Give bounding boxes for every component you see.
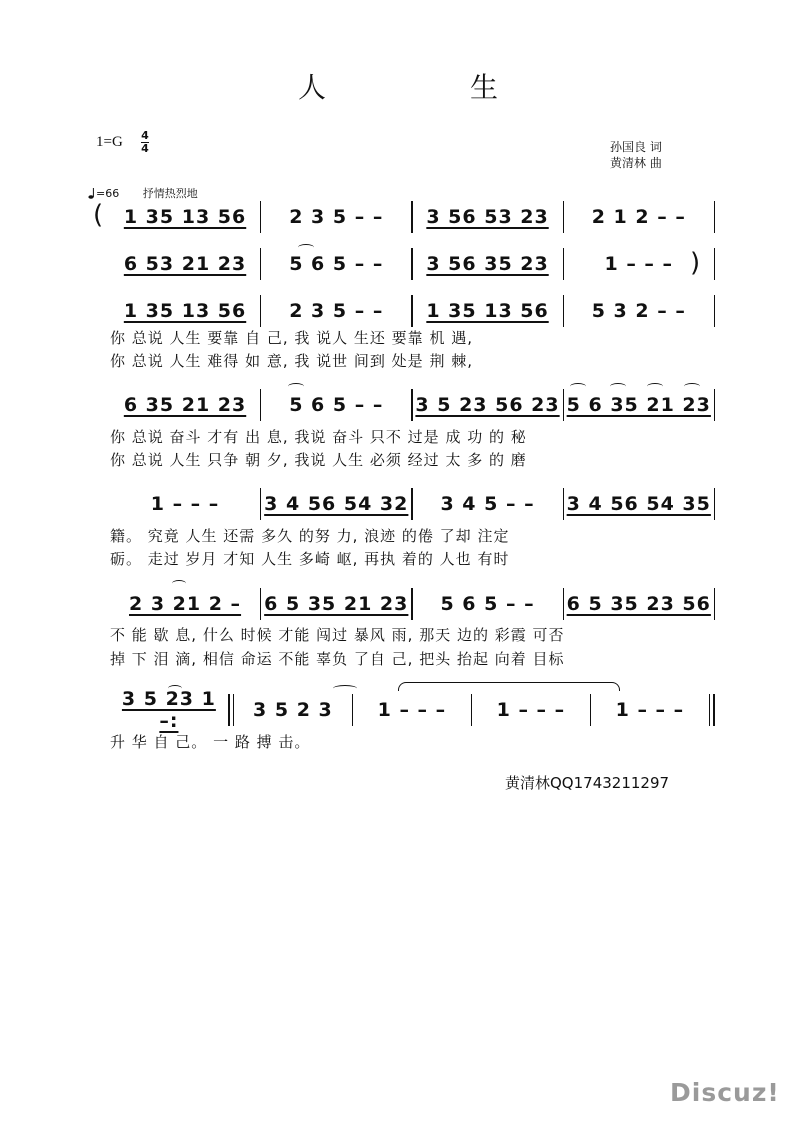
system-3: [110, 297, 715, 325]
measure: 3 56 53 23: [426, 206, 549, 228]
measure: 3 5 2 3: [253, 699, 333, 721]
measure: 5 6 35 21 23: [566, 394, 711, 416]
meter-top: 4: [141, 129, 149, 142]
measure: 5 6 5 – –: [440, 593, 535, 615]
measure: 3 5 23 1 –:: [121, 688, 216, 732]
open-repeat-paren: (: [93, 200, 104, 230]
measure: 1 – – –: [377, 699, 447, 721]
key-signature: 1=G: [96, 134, 123, 150]
system-2: [110, 250, 715, 278]
measure: 6 53 21 23: [123, 253, 247, 275]
composer-credit: 黄清林 曲: [610, 156, 662, 170]
close-repeat-paren: ): [690, 248, 701, 278]
measure: 5 3 2 – –: [591, 300, 686, 322]
expression-text: 抒情热烈地: [142, 187, 198, 200]
lyric-line: 你 总说 人生 要靠 自 己, 我 说人 生还 要靠 机 遇,: [110, 329, 473, 347]
barline: [709, 694, 710, 726]
measure: 3 4 56 54 35: [566, 493, 711, 515]
measure: 1 – – –: [496, 699, 566, 721]
barline: [714, 389, 715, 421]
tempo-value: =66: [96, 187, 120, 200]
barline: [714, 488, 715, 520]
barline: [714, 248, 715, 280]
slur: [172, 580, 186, 587]
meter-bottom: 4: [141, 142, 149, 155]
quarter-note-icon: [88, 188, 96, 199]
measure: 2 3 5 – –: [289, 300, 384, 322]
site-watermark: Discuz!: [670, 1078, 780, 1107]
tie: [398, 682, 620, 691]
tempo-marking: [88, 185, 198, 201]
slur: [288, 383, 304, 390]
measure: 1 35 13 56: [426, 300, 549, 322]
slur: [333, 685, 357, 692]
system-5: [110, 490, 715, 518]
measure: 5 6 5 – –: [289, 394, 384, 416]
slur: [610, 383, 626, 390]
measure: 2 1 2 – –: [591, 206, 686, 228]
measure: 2 3 5 – –: [289, 206, 384, 228]
measure: 6 5 35 21 23: [264, 593, 409, 615]
system-7: [110, 688, 715, 732]
measure: 6 5 35 23 56: [566, 593, 711, 615]
measure: 1 – – –: [604, 253, 674, 275]
measure: 3 56 35 23: [426, 253, 549, 275]
barline: [714, 201, 715, 233]
repeat-barline: [228, 694, 230, 726]
lyric-line: 籍。 究竟 人生 还需 多久 的努 力, 浪迹 的倦 了却 注定: [110, 527, 510, 545]
measure: 1 35 13 56: [123, 206, 247, 228]
system-4: [110, 391, 715, 419]
measure: 3 4 5 – –: [440, 493, 535, 515]
barline: [714, 295, 715, 327]
final-barline: [713, 694, 715, 726]
measure: 1 – – –: [150, 493, 220, 515]
lyric-line: 不 能 歇 息, 什么 时候 才能 闯过 暴风 雨, 那天 边的 彩霞 可否: [110, 626, 565, 644]
lyric-line: 你 总说 人生 只争 朝 夕, 我说 人生 必须 经过 太 多 的 磨: [110, 451, 527, 469]
system-1: [110, 203, 715, 231]
lyricist-credit: 孙国良 词: [610, 140, 662, 154]
slur: [168, 685, 182, 692]
lyric-line: 掉 下 泪 滴, 相信 命运 不能 辜负 了自 己, 把头 抬起 向着 目标: [110, 650, 565, 668]
lyric-line: 砺。 走过 岁月 才知 人生 多崎 岖, 再执 着的 人也 有时: [110, 550, 510, 568]
time-signature: [140, 130, 150, 155]
slur: [647, 383, 663, 390]
system-6: [110, 590, 715, 618]
arranger-signature: 黄清林QQ1743211297: [505, 774, 670, 792]
measure: 1 35 13 56: [123, 300, 247, 322]
slur: [298, 244, 314, 251]
measure: 3 5 23 56 23: [415, 394, 560, 416]
measure: 2 3 21 2 –: [129, 593, 242, 615]
measure: 3 4 56 54 32: [264, 493, 409, 515]
measure: 1 – – –: [615, 699, 685, 721]
title-char-2: 生: [470, 71, 499, 104]
lyric-line: 你 总说 人生 难得 如 意, 我 说世 间到 处是 荆 棘,: [110, 352, 473, 370]
lyric-line: 你 总说 奋斗 才有 出 息, 我说 奋斗 只不 过是 成 功 的 秘: [110, 428, 527, 446]
measure: 6 35 21 23: [123, 394, 247, 416]
title-char-1: 人: [298, 71, 327, 104]
barline: [714, 588, 715, 620]
slur: [570, 383, 586, 390]
slur: [684, 383, 700, 390]
lyric-line: 升 华 自 己。 一 路 搏 击。: [110, 733, 311, 751]
measure: 5 6 5 – –: [289, 253, 384, 275]
